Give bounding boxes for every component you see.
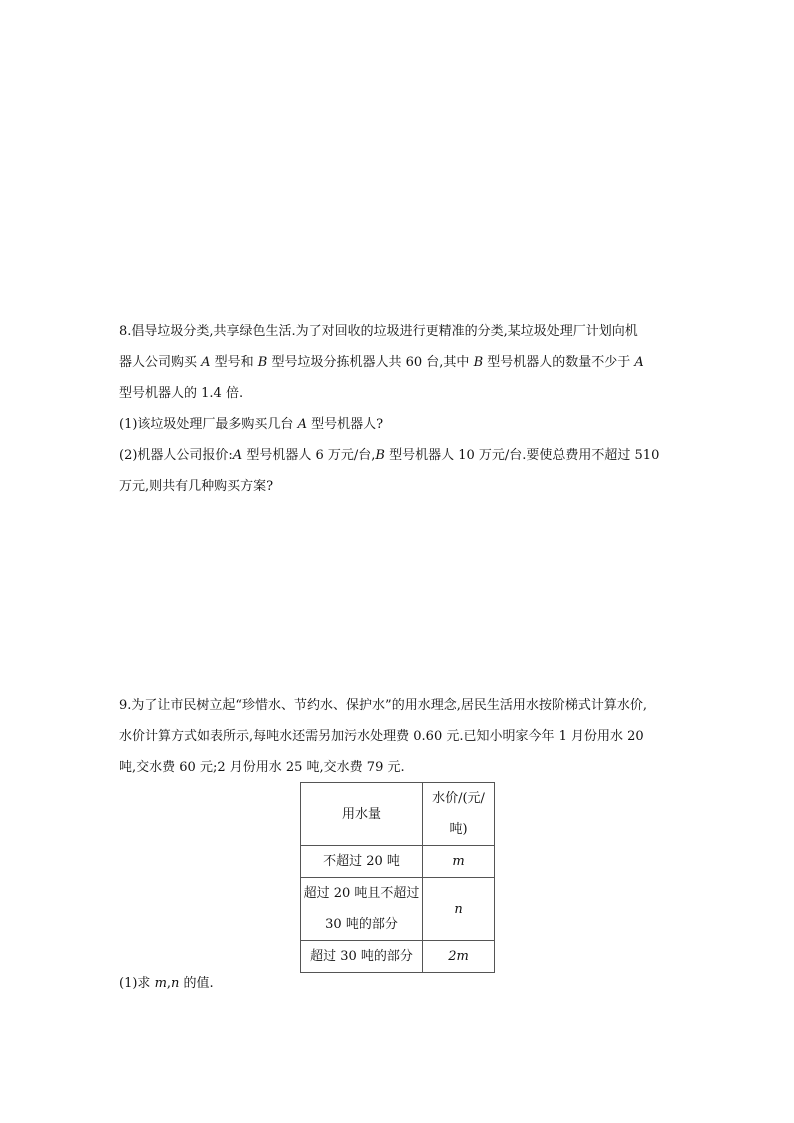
q9-line-2: 水价计算方式如表所示,每吨水还需另加污水处理费 0.60 元.已知小明家今年 1 月份用水 20 — [119, 729, 644, 744]
q8-line-2: 器人公司购买 A 型号和 B 型号垃圾分拣机器人共 60 台,其中 B 型号机器人的数量不少于 A — [119, 355, 644, 370]
var-a: A — [232, 448, 243, 463]
header-usage: 用水量 — [301, 783, 423, 846]
water-price-table — [300, 782, 495, 973]
price-cell: n — [423, 878, 495, 941]
price-cell: m — [423, 846, 495, 878]
q9-line-1: 9.为了让市民树立起“珍惜水、节约水、保护水”的用水理念,居民生活用水按阶梯式计算水价, — [119, 698, 647, 713]
var-a: A — [634, 355, 644, 370]
q8-line-1: 8.倡导垃圾分类,共享绿色生活.为了对回收的垃圾进行更精准的分类,某垃圾处理厂计划向机 — [119, 324, 638, 339]
usage-cell: 超过 20 吨且不超过 30 吨的部分 — [301, 878, 423, 941]
var-b: B — [473, 355, 484, 370]
table-row — [301, 878, 495, 941]
q9-sub-1: (1)求 m,n 的值. — [119, 976, 214, 991]
header-price: 水价/(元/吨) — [423, 783, 495, 846]
var-a: A — [201, 355, 211, 370]
table-header-row — [301, 783, 495, 846]
usage-cell: 不超过 20 吨 — [301, 846, 423, 878]
q8-sub-2: (2)机器人公司报价:A 型号机器人 6 万元/台,B 型号机器人 10 万元/台.要使总费用不超过 510 — [119, 448, 660, 463]
question-9 — [119, 690, 679, 783]
usage-cell: 超过 30 吨的部分 — [301, 941, 423, 973]
var-m: m — [154, 976, 167, 991]
var-n: n — [171, 976, 180, 991]
var-a: A — [297, 417, 307, 432]
price-cell: 2m — [423, 941, 495, 973]
var-b: B — [375, 448, 385, 463]
q8-line-3: 型号机器人的 1.4 倍. — [119, 386, 244, 401]
q8-sub-2-line-2: 万元,则共有几种购买方案? — [119, 479, 274, 494]
q9-line-3: 吨,交水费 60 元;2 月份用水 25 吨,交水费 79 元. — [119, 760, 405, 775]
q8-sub-1: (1)该垃圾处理厂最多购买几台 A 型号机器人? — [119, 417, 384, 432]
question-8 — [119, 316, 679, 502]
var-b: B — [257, 355, 268, 370]
table-row — [301, 846, 495, 878]
